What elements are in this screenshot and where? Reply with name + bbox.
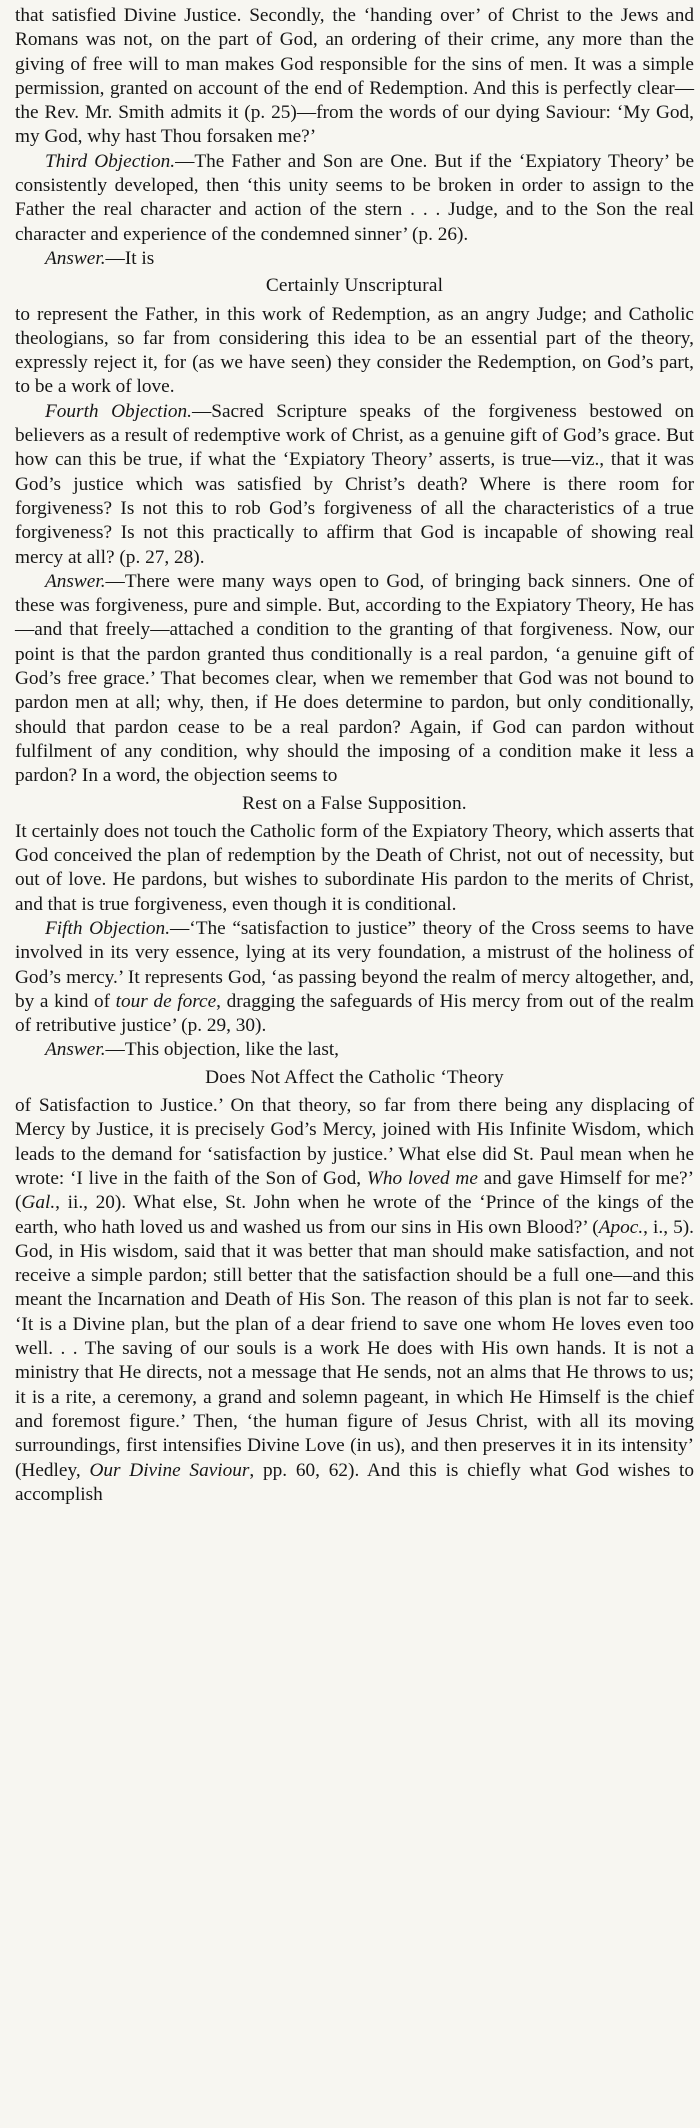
text-run: —Sacred Scripture speaks of the forgiveness bestowed on believers as a result of redemptive work of Christ, as a genuine gift of God’s grace. But how can this be true, if what the ‘Expiatory Theory’ asserts, is true—viz., that it was God’s justice which was satisfied by Christ’s death? Where is there room for forgiveness? Is not this to rob God’s forgiveness of all the characteristics of a true forgiveness? Is not this practically to affirm that God is incapable of showing real mercy at all? (p. 27, 28). [15, 400, 694, 568]
section-heading [15, 792, 694, 816]
body-paragraph [15, 303, 694, 400]
italic-run: Who loved me [366, 1167, 478, 1189]
text-run: of Satisfaction to Justice.’ On that theory, so far from there being any displacing of Mercy by Justice, it is precisely God’s Mercy, joined with His Infinite Wisdom, which leads to the demand for ‘satisfaction by justice.’ What else did St. Paul mean when he wrote: ‘I live in the faith of the Son of God, [15, 1095, 694, 1189]
body-paragraph [15, 150, 694, 247]
italic-run: Answer. [45, 247, 106, 269]
text-run: —The Father and Son are One. But if the ‘Expiatory Theory’ be consistently developed, then ‘this unity seems to be broken in order to assign to the Father the real character and action of the stern . . . Judge, and to the Son the real character and experience of the condemned sinner’ (p. 26). [15, 150, 694, 245]
text-run: Rest on a False Supposition. [242, 792, 467, 814]
italic-run: Fifth Objection. [45, 917, 171, 939]
section-heading [15, 1066, 694, 1090]
italic-run: Answer. [45, 1039, 106, 1061]
text-run: Does Not Affect the Catholic ‘Theory [205, 1066, 504, 1088]
text-run: , pp. 60, 62). And this is chiefly what God wishes to accomplish [15, 1459, 694, 1505]
text-run: Certainly Unscriptural [265, 275, 444, 297]
italic-run: Apoc. [598, 1216, 644, 1238]
text-run: —This objection, like the last, [105, 1039, 340, 1061]
text-run: —There were many ways open to God, of bringing back sinners. One of these was forgiveness, pure and simple. But, according to the Expiatory Theory, He has—and that freely—attached a condition to the granting of that forgiveness. Now, our point is that the pardon granted thus conditionally is a real pardon, ‘a genuine gift of God’s free grace.’ That becomes clear, when we remember that God was not bound to pardon men at all; why, then, if He does determine to pardon, but only conditionally, should that pardon cease to be a real pardon? Again, if God can pardon without fulfilment of any condition, why should the imposing of a condition make it less a pardon? In a word, the objection seems to [15, 570, 694, 787]
section-heading [15, 274, 694, 298]
text-run: that satisfied Divine Justice. Secondly, the ‘handing over’ of Christ to the Jews and Romans was not, on the part of God, an ordering of their crime, any more than the giving of free will to man makes God responsible for the sins of men. It was a simple permission, granted on account of the end of Redemption. And this is perfectly clear—the Rev. Mr. Smith admits it (p. 25)—from the words of our dying Saviour: ‘My God, my God, why hast Thou forsaken me?’ [15, 5, 694, 148]
italic-run: Answer. [45, 570, 106, 592]
italic-run: tour de force [115, 990, 217, 1012]
body-paragraph [15, 1094, 694, 1507]
text-run: It certainly does not touch the Catholic form of the Expiatory Theory, which asserts that God conceived the plan of redemption by the Death of Christ, not out of necessity, but out of love. He pardons, but wishes to subordinate His pardon to the merits of Christ, and that is true forgiveness, even though it is conditional. [15, 820, 694, 915]
italic-run: Gal. [21, 1192, 56, 1214]
body-paragraph [15, 247, 694, 271]
text-run: —‘The “satisfaction to justice” theory of the Cross seems to have involved in its very essence, lying at its very foundation, a mistrust of the holiness of God’s mercy.’ It represents God, ‘as passing beyond the realm of mercy altogether, and, by a kind of [15, 917, 694, 1012]
body-paragraph [15, 4, 694, 150]
body-paragraph [15, 570, 694, 789]
italic-run: Third Objection. [45, 150, 176, 172]
italic-run: Fourth Objection. [45, 400, 192, 422]
italic-run: Our Divine Saviour [89, 1459, 250, 1481]
body-paragraph [15, 1038, 694, 1062]
text-run: —It is [105, 247, 155, 269]
text-run: , i., 5). God, in His wisdom, said that it was better that man should make satisfaction, and not receive a simple pardon; still better that the satisfaction should be a full one—and this meant the Incarnation and Death of His Son. The reason of this plan is not far to seek. ‘It is a Divine plan, but the plan of a dear friend to save one whom He loves even too well. . . The saving of our souls is a work He does with His own hands. It is not a ministry that He directs, not a message that He sends, not an alms that He throws to us; it is a rite, a ceremony, a grand and solemn pageant, in which He Himself is the chief and foremost figure.’ Then, ‘the human figure of Jesus Christ, with all its moving surroundings, first intensifies Divine Love (in us), and then preserves it in its intensity’ (Hedley, [15, 1216, 694, 1481]
body-paragraph [15, 400, 694, 570]
text-run: , dragging the safeguards of His mercy from out of the realm of retributive justice’ (p. 29, 30). [15, 990, 694, 1037]
text-run: to represent the Father, in this work of Redemption, as an angry Judge; and Catholic theologians, so far from considering this idea to be an essential part of the theory, expressly reject it, for (as we have seen) they consider the Redemption, on God’s part, to be a work of love. [15, 303, 694, 398]
text-run: , ii., 20). What else, St. John when he wrote of the ‘Prince of the kings of the earth, who hath loved us and washed us from our sins in His own Blood?’ ( [15, 1192, 694, 1238]
body-paragraph [15, 820, 694, 917]
body-paragraph [15, 917, 694, 1038]
text-run: and gave Himself for me?’ ( [15, 1167, 694, 1214]
